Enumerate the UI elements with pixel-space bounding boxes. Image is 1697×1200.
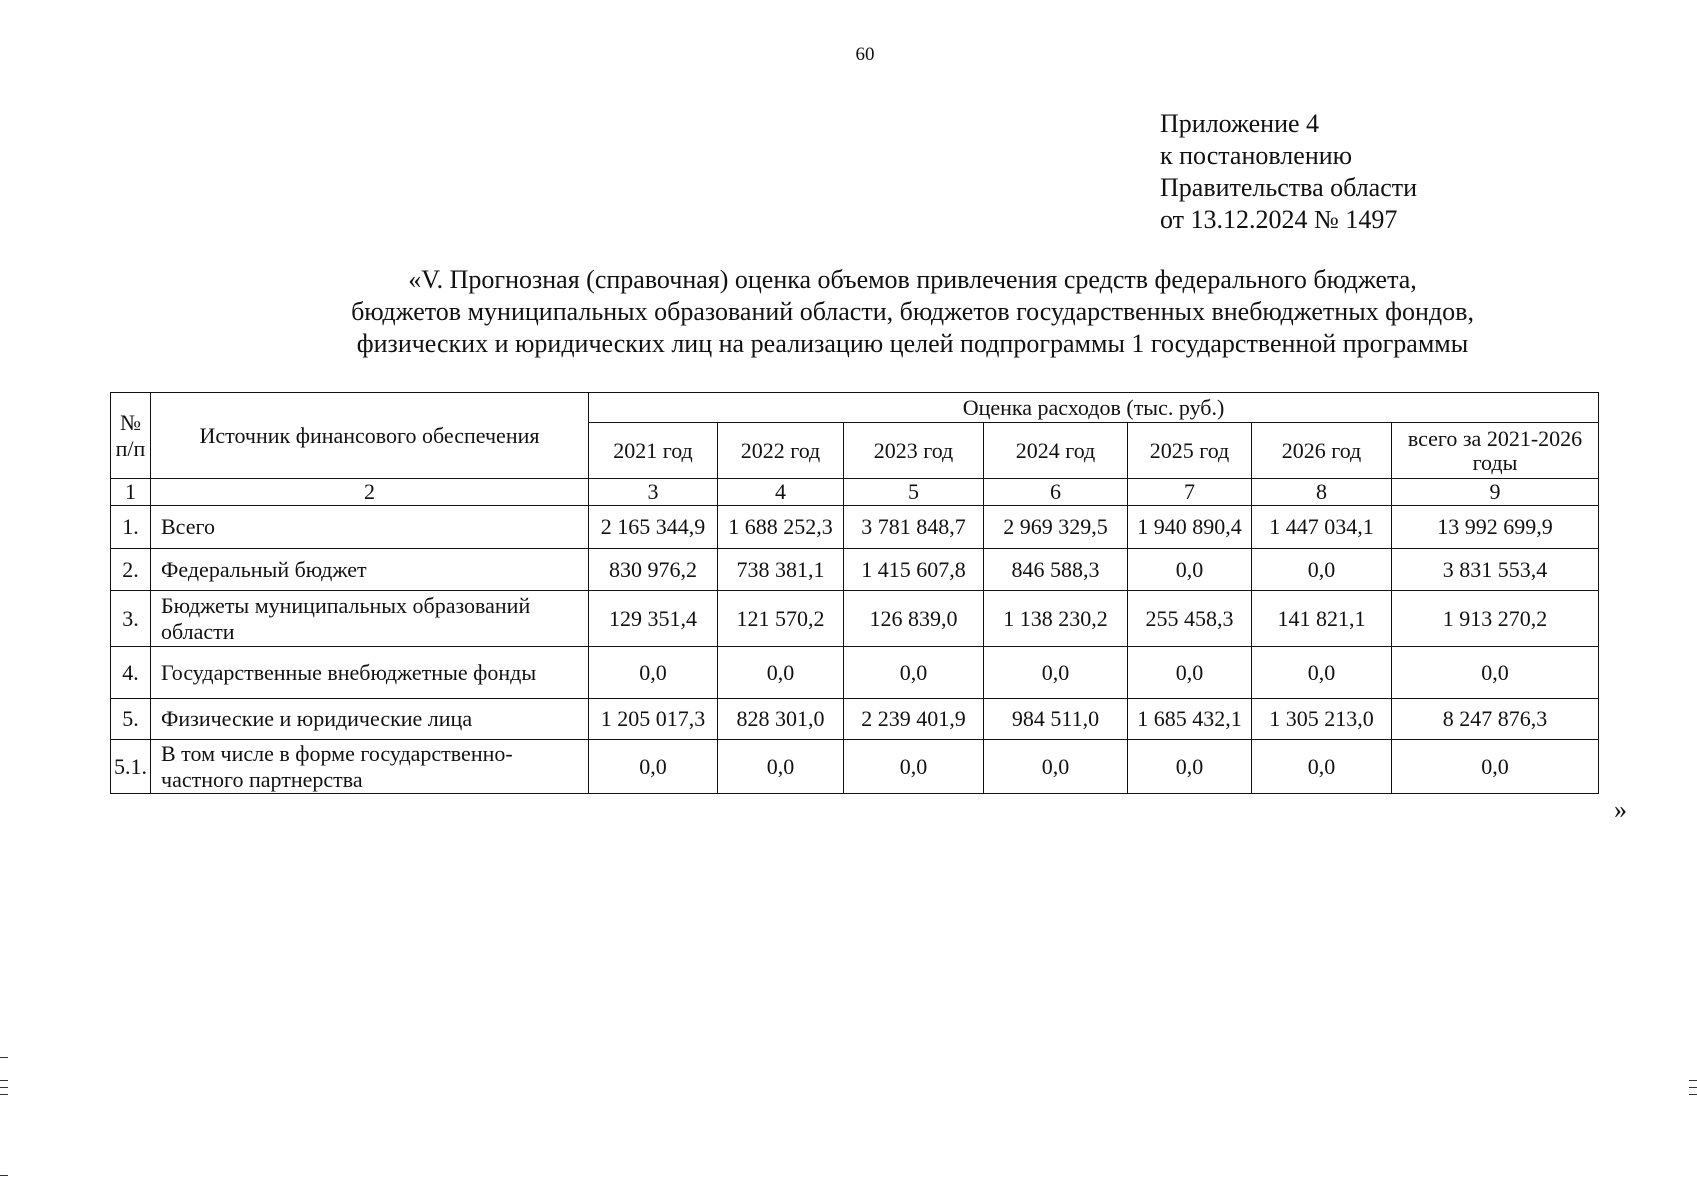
- header-year: 2022 год: [718, 423, 844, 479]
- value-cell: 1 305 213,0: [1252, 699, 1392, 740]
- value-cell: 1 205 017,3: [589, 699, 718, 740]
- value-cell: 0,0: [1252, 647, 1392, 699]
- value-cell: 1 940 890,4: [1128, 506, 1252, 549]
- value-cell: 846 588,3: [984, 549, 1128, 591]
- scan-margin-mark: [1689, 1087, 1697, 1088]
- scan-margin-mark: [0, 1057, 8, 1058]
- value-cell: 1 415 607,8: [844, 549, 984, 591]
- value-cell: 1 685 432,1: [1128, 699, 1252, 740]
- value-cell: 1 138 230,2: [984, 591, 1128, 647]
- funding-table: [110, 392, 1599, 794]
- scan-margin-mark: [0, 1175, 8, 1176]
- row-number: 3.: [111, 591, 151, 647]
- header-cost-estimate: Оценка расходов (тыс. руб.): [589, 393, 1599, 423]
- closing-quote: »: [1614, 795, 1627, 824]
- value-cell: 2 969 329,5: [984, 506, 1128, 549]
- row-number: 1.: [111, 506, 151, 549]
- table-row: [111, 506, 1599, 549]
- value-cell: 1 688 252,3: [718, 506, 844, 549]
- row-number: 2.: [111, 549, 151, 591]
- header-year: 2024 год: [984, 423, 1128, 479]
- value-cell: 3 781 848,7: [844, 506, 984, 549]
- scan-margin-mark: [0, 1094, 8, 1095]
- table-row: [111, 591, 1599, 647]
- row-source: Физические и юридические лица: [151, 699, 589, 740]
- column-number: 9: [1392, 479, 1599, 506]
- value-cell: 0,0: [589, 740, 718, 794]
- table-row: [111, 647, 1599, 699]
- header-year: 2021 год: [589, 423, 718, 479]
- value-cell: 0,0: [1128, 740, 1252, 794]
- annex-title: Приложение 4: [1160, 109, 1320, 138]
- value-cell: 8 247 876,3: [1392, 699, 1599, 740]
- table-row: [111, 699, 1599, 740]
- value-cell: 13 992 699,9: [1392, 506, 1599, 549]
- value-cell: 0,0: [844, 647, 984, 699]
- row-source: Бюджеты муниципальных образований области: [151, 591, 589, 647]
- scan-margin-mark: [1689, 1094, 1697, 1095]
- annex-date-number: от 13.12.2024 № 1497: [1160, 205, 1398, 234]
- value-cell: 1 913 270,2: [1392, 591, 1599, 647]
- header-year: 2026 год: [1252, 423, 1392, 479]
- value-cell: 0,0: [844, 740, 984, 794]
- value-cell: 738 381,1: [718, 549, 844, 591]
- heading-line: бюджетов муниципальных образований области, бюджетов государственных внебюджетных фондов,: [351, 297, 1474, 326]
- scan-margin-mark: [0, 1080, 8, 1081]
- row-number: 5.1.: [111, 740, 151, 794]
- header-total: всего за 2021-2026 годы: [1392, 423, 1599, 479]
- row-source: Всего: [151, 506, 589, 549]
- column-number: 1: [111, 479, 151, 506]
- column-number: 3: [589, 479, 718, 506]
- value-cell: 126 839,0: [844, 591, 984, 647]
- value-cell: 3 831 553,4: [1392, 549, 1599, 591]
- column-number: 6: [984, 479, 1128, 506]
- annex-line: Правительства области: [1160, 173, 1418, 202]
- scan-margin-mark: [1689, 1080, 1697, 1081]
- value-cell: 1 447 034,1: [1252, 506, 1392, 549]
- value-cell: 0,0: [1128, 549, 1252, 591]
- value-cell: 830 976,2: [589, 549, 718, 591]
- value-cell: 0,0: [589, 647, 718, 699]
- value-cell: 141 821,1: [1252, 591, 1392, 647]
- column-number-row: [111, 479, 1599, 506]
- row-source: Федеральный бюджет: [151, 549, 589, 591]
- value-cell: 0,0: [1392, 740, 1599, 794]
- header-row-number: № п/п: [111, 393, 151, 479]
- column-number: 7: [1128, 479, 1252, 506]
- row-source: Государственные внебюджетные фонды: [151, 647, 589, 699]
- annex-block: [1160, 108, 1417, 236]
- value-cell: 984 511,0: [984, 699, 1128, 740]
- column-number: 2: [151, 479, 589, 506]
- row-source: В том числе в форме государственно-частного партнерства: [151, 740, 589, 794]
- heading-line: физических и юридических лиц на реализацию целей подпрограммы 1 государственной программы: [356, 329, 1469, 358]
- page-number: 60: [855, 44, 875, 65]
- column-number: 5: [844, 479, 984, 506]
- table-row: [111, 549, 1599, 591]
- value-cell: 2 239 401,9: [844, 699, 984, 740]
- value-cell: 0,0: [1128, 647, 1252, 699]
- value-cell: 828 301,0: [718, 699, 844, 740]
- value-cell: 0,0: [1392, 647, 1599, 699]
- value-cell: 0,0: [718, 740, 844, 794]
- value-cell: 129 351,4: [589, 591, 718, 647]
- row-number: 4.: [111, 647, 151, 699]
- column-number: 4: [718, 479, 844, 506]
- header-year: 2023 год: [844, 423, 984, 479]
- value-cell: 0,0: [984, 740, 1128, 794]
- header-source: Источник финансового обеспечения: [151, 393, 589, 479]
- annex-line: к постановлению: [1160, 141, 1353, 170]
- heading-line: «V. Прогнозная (справочная) оценка объемов привлечения средств федерального бюджета,: [408, 265, 1417, 294]
- value-cell: 255 458,3: [1128, 591, 1252, 647]
- column-number: 8: [1252, 479, 1392, 506]
- value-cell: 0,0: [1252, 549, 1392, 591]
- header-year: 2025 год: [1128, 423, 1252, 479]
- scan-margin-mark: [0, 1087, 8, 1088]
- value-cell: 0,0: [718, 647, 844, 699]
- row-number: 5.: [111, 699, 151, 740]
- value-cell: 121 570,2: [718, 591, 844, 647]
- value-cell: 2 165 344,9: [589, 506, 718, 549]
- value-cell: 0,0: [1252, 740, 1392, 794]
- value-cell: 0,0: [984, 647, 1128, 699]
- section-heading: [190, 264, 1635, 360]
- table-row: [111, 740, 1599, 794]
